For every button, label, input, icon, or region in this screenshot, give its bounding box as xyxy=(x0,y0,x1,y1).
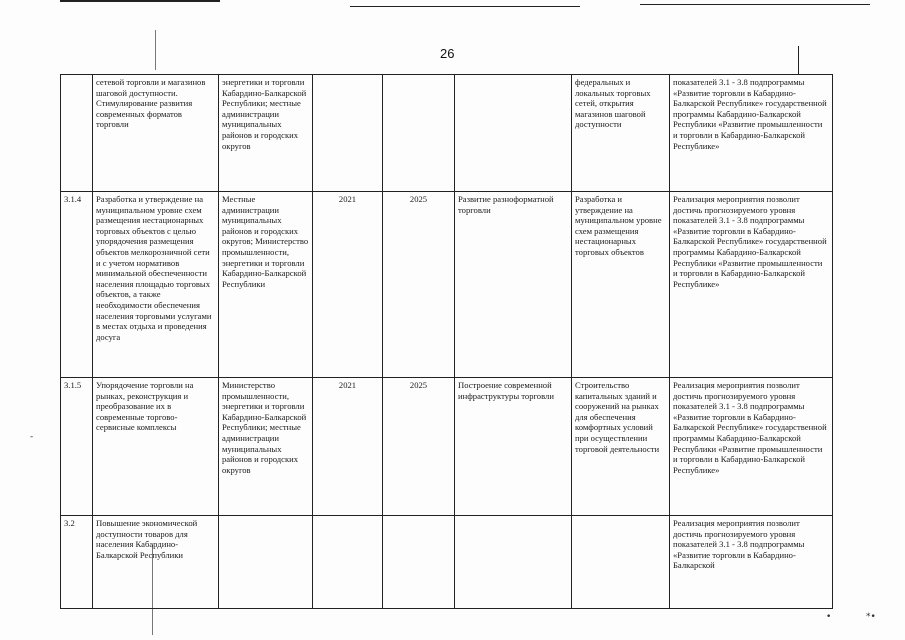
scan-artifact-right-tick xyxy=(798,46,799,74)
result-cell: Разработка и утверждение на муниципальном уровне схем размещения нестационарных торговых объектов xyxy=(572,192,670,378)
scan-artifact-left-dash: - xyxy=(30,432,34,442)
result-cell xyxy=(572,516,670,609)
table-row xyxy=(61,192,833,378)
executor-cell: Местные администрации муниципальных районов и городских округов; Министерство промышленности, энергетики и торговли Кабардино-Балкарской Республики xyxy=(219,192,313,378)
program-activities-table xyxy=(60,74,833,609)
note-cell: Реализация мероприятия позволит достичь прогнозируемого уровня показателей 3.1 - 3.8 подпрограммы «Развитие торговли в Кабардино-Балкарской xyxy=(670,516,833,609)
end-year-cell: 2025 xyxy=(383,378,455,516)
activity-cell: Разработка и утверждение на муниципальном уровне схем размещения нестационарных торговых объектов с целью упорядочения размещения объектов мелкорозничной сети и с учетом нормативов минимальной обеспеченности населения площадью торговых объектов, а также необходимости обеспечения населения торговыми услугами в местах отдыха и проведения досуга xyxy=(93,192,219,378)
start-year-cell xyxy=(313,516,383,609)
executor-cell: энергетики и торговли Кабардино-Балкарской Республики; местные администрации муниципальных районов и городских округов xyxy=(219,75,313,192)
scan-artifact-top-left xyxy=(60,0,220,2)
table-row xyxy=(61,75,833,192)
activity-cell: Повышение экономической доступности товаров для населения Кабардино-Балкарской Республики xyxy=(93,516,219,609)
executor-cell xyxy=(219,516,313,609)
scan-artifact-top-right xyxy=(640,4,870,5)
end-year-cell xyxy=(383,75,455,192)
start-year-cell: 2021 xyxy=(313,192,383,378)
row-number: 3.2 xyxy=(61,516,93,609)
end-year-cell xyxy=(383,516,455,609)
page-number: 26 xyxy=(440,46,455,61)
scan-artifact-top-mid xyxy=(350,6,580,7)
start-year-cell xyxy=(313,75,383,192)
note-cell: показателей 3.1 - 3.8 подпрограммы «Развитие торговли в Кабардино-Балкарской Республике» государственной программы Кабардино-Балкарской Республики «Развитие промышленности и торговли в Кабардино-Балкарской Республике» xyxy=(670,75,833,192)
note-cell: Реализация мероприятия позволит достичь прогнозируемого уровня показателей 3.1 - 3.8 подпрограммы «Развитие торговли в Кабардино-Балкарской Республике» государственной программы Кабардино-Балкарской Республики «Развитие промышленности и торговли в Кабардино-Балкарской Республике» xyxy=(670,378,833,516)
table-row xyxy=(61,516,833,609)
row-number: 3.1.5 xyxy=(61,378,93,516)
row-number: 3.1.4 xyxy=(61,192,93,378)
scan-artifact-bottom-right-dots: • xyxy=(826,612,832,622)
direction-cell: Построение современной инфраструктуры торговли xyxy=(455,378,572,516)
direction-cell xyxy=(455,516,572,609)
direction-cell: Развитие разноформатной торговли xyxy=(455,192,572,378)
row-number xyxy=(61,75,93,192)
executor-cell: Министерство промышленности, энергетики и торговли Кабардино-Балкарской Республики; местные администрации муниципальных районов и городских округов xyxy=(219,378,313,516)
scan-artifact-bottom-right-mark: *• xyxy=(866,612,876,622)
direction-cell xyxy=(455,75,572,192)
start-year-cell: 2021 xyxy=(313,378,383,516)
activity-cell: Упорядочение торговли на рынках, реконструкция и преобразование их в современные торгово-сервисные комплексы xyxy=(93,378,219,516)
end-year-cell: 2025 xyxy=(383,192,455,378)
activity-cell: сетевой торговли и магазинов шаговой доступности. Стимулирование развития современных форматов торговли xyxy=(93,75,219,192)
result-cell: Строительство капитальных зданий и сооружений на рынках для обеспечения комфортных условий при осуществлении торговой деятельности xyxy=(572,378,670,516)
scan-artifact-fold-left xyxy=(155,30,156,70)
result-cell: федеральных и локальных торговых сетей, открытия магазинов шаговой доступности xyxy=(572,75,670,192)
table-row xyxy=(61,378,833,516)
note-cell: Реализация мероприятия позволит достичь прогнозируемого уровня показателей 3.1 - 3.8 подпрограммы «Развитие торговли в Кабардино-Балкарской Республике» государственной программы Кабардино-Балкарской Республики «Развитие промышленности и торговли в Кабардино-Балкарской Республике» xyxy=(670,192,833,378)
